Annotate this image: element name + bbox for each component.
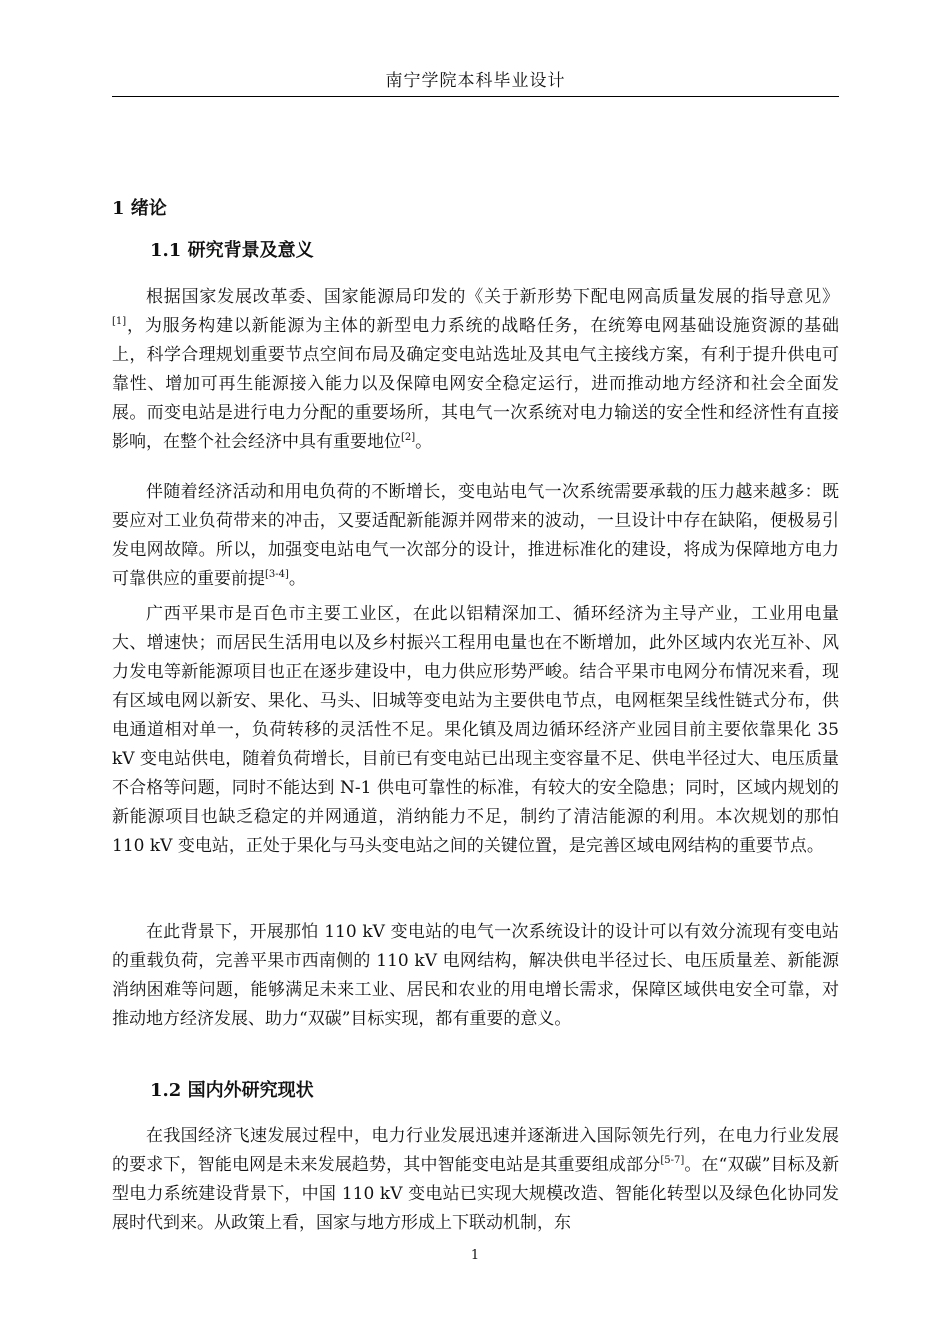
paragraph-text: ，为服务构建以新能源为主体的新型电力系统的战略任务，在统筹电网基础设施资源的基础上，科学合理规划重要节点空间布局及确定变电站选址及其电气主接线方案，有利于提升供电可靠性、增加可再生能源接入能力以及保障电网安全稳定运行，进而推动地方经济和社会全面发展。而变电站是进行电力分配的重要场所，其电气一次系统对电力输送的安全性和经济性有直接影响，在整个社会经济中具有重要地位 — [112, 316, 839, 452]
paragraph — [112, 918, 839, 1034]
page-number: 1 — [470, 1248, 480, 1263]
paragraph — [112, 600, 839, 861]
paragraph-text: 。 — [415, 432, 433, 452]
citation[interactable]: [1] — [112, 316, 127, 327]
paragraph-text: 广西平果市是百色市主要工业区，在此以铝精深加工、循环经济为主导产业，工业用电量大、增速快；而居民生活用电以及乡村振兴工程用电量也在不断增加，此外区域内农光互补、风力发电等新能源项目也正在逐步建设中，电力供应形势严峻。结合平果市电网分布情况来看，现有区域电网以新安、果化、马头、旧城等变电站为主要供电节点，电网框架呈线性链式分布，供电通道相对单一，负荷转移的灵活性不足。果化镇及周边循环经济产业园目前主要依靠果化 35 kV 变电站供电，随着负荷增长，目前已有变电站已出现主变容量不足、供电半径过大、电压质量不合格等问题，同时不能达到 N-1 供电可靠性的标准，有较大的安全隐患；同时，区域内规划的新能源项目也缺乏稳定的并网通道，消纳能力不足，制约了清洁能源的利用。本次规划的那怕 110 kV 变电站，正处于果化与马头变电站之间的关键位置，是完善区域电网结构的重要节点。 — [112, 604, 839, 856]
section-heading-1-1: 1.1 研究背景及意义 — [150, 240, 314, 261]
paragraph-text: 在我国经济飞速发展过程中，电力行业发展迅速并逐渐进入国际领先行列，在电力行业发展的要求下，智能电网是未来发展趋势，其中智能变电站是其重要组成部分 — [112, 1126, 839, 1175]
page-header-title: 南宁学院本科毕业设计 — [385, 71, 566, 91]
paragraph-text: 在此背景下，开展那怕 110 kV 变电站的电气一次系统设计的设计可以有效分流现有变电站的重载负荷，完善平果市西南侧的 110 kV 电网结构，解决供电半径过长、电压质量差、新能源消纳困难等问题，能够满足未来工业、居民和农业的用电增长需求，保障区域供电安全可靠，对推动地方经济发展、助力“双碳”目标实现，都有重要的意义。 — [112, 922, 839, 1029]
citation[interactable]: [2] — [401, 432, 416, 443]
paragraph-text: 根据国家发展改革委、国家能源局印发的《关于新形势下配电网高质量发展的指导意见》 — [146, 287, 839, 307]
paragraph-text: 。 — [288, 569, 306, 589]
citation[interactable]: [5-7] — [660, 1155, 685, 1166]
paragraph-text: 伴随着经济活动和用电负荷的不断增长，变电站电气一次系统需要承载的压力越来越多：既要应对工业负荷带来的冲击，又要适配新能源并网带来的波动，一旦设计中存在缺陷，便极易引发电网故障。所以，加强变电站电气一次部分的设计，推进标准化的建设，将成为保障地方电力可靠供应的重要前提 — [112, 482, 839, 589]
paragraph-text: 。在“双碳”目标及新型电力系统建设背景下，中国 110 kV 变电站已实现大规模改造、智能化转型以及绿色化协同发展时代到来。从政策上看，国家与地方形成上下联动机制，东 — [112, 1155, 839, 1233]
paragraph — [112, 1122, 839, 1238]
citation[interactable]: [3-4] — [265, 569, 289, 580]
paragraph — [112, 478, 839, 594]
header-rule — [112, 96, 839, 97]
paragraph — [112, 283, 839, 457]
section-heading-1-2: 1.2 国内外研究现状 — [150, 1080, 314, 1101]
chapter-heading: 1 绪论 — [112, 198, 167, 219]
